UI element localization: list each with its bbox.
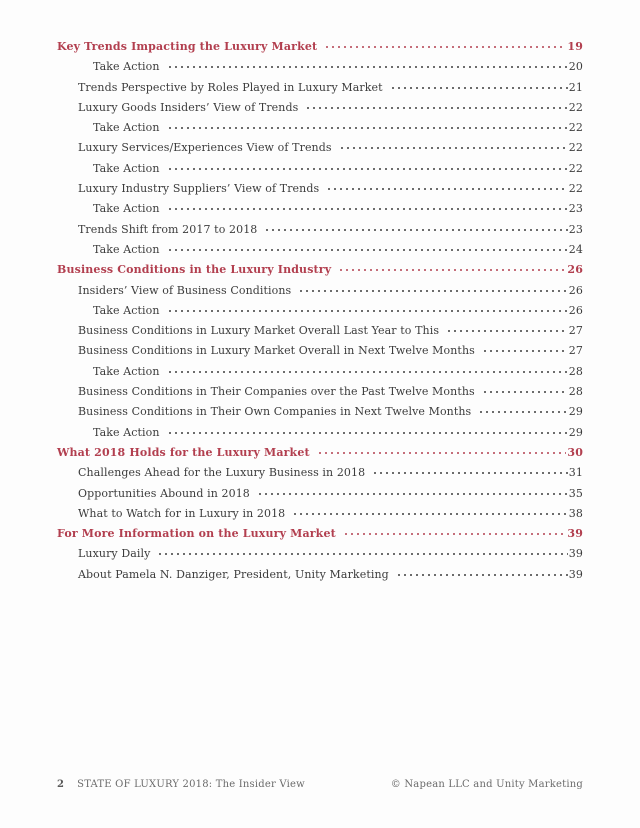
toc-entry-page-number: 39 bbox=[568, 567, 583, 581]
toc-entry bbox=[57, 60, 583, 80]
toc-entry bbox=[57, 507, 583, 527]
leader-dots bbox=[167, 203, 568, 212]
toc-entry-page-number: 38 bbox=[568, 506, 583, 520]
toc-entry-label: Luxury Daily bbox=[78, 547, 151, 561]
toc-entry-label: Business Conditions in the Luxury Industry bbox=[57, 263, 332, 277]
toc-entry-page-number: 19 bbox=[567, 40, 583, 53]
toc-entry-page-number: 22 bbox=[568, 100, 583, 114]
leader-dots bbox=[390, 82, 568, 91]
toc-entry bbox=[57, 426, 583, 446]
toc-entry bbox=[57, 182, 583, 202]
toc-entry-label: For More Information on the Luxury Market bbox=[57, 527, 336, 541]
leader-dots bbox=[167, 163, 568, 172]
toc-entry-label: Luxury Goods Insiders’ View of Trends bbox=[78, 100, 299, 114]
toc-entry-label: Business Conditions in Their Companies over the Past Twelve Months bbox=[78, 385, 475, 399]
toc-entry bbox=[57, 223, 583, 243]
toc-entry bbox=[57, 121, 583, 141]
leader-dots bbox=[372, 467, 568, 476]
toc-entry-page-number: 22 bbox=[568, 141, 583, 155]
toc-entry-page-number: 26 bbox=[568, 303, 583, 317]
footer-copyright: © Napean LLC and Unity Marketing bbox=[390, 779, 583, 790]
toc-entry bbox=[57, 202, 583, 222]
leader-dots bbox=[167, 122, 568, 131]
toc-entry-label: Business Conditions in Their Own Companies in Next Twelve Months bbox=[78, 405, 472, 419]
toc-entry-page-number: 39 bbox=[567, 527, 583, 541]
leader-dots bbox=[446, 325, 568, 334]
toc-entry-label: Take Action bbox=[93, 202, 160, 216]
leader-dots bbox=[482, 386, 568, 395]
toc-entry bbox=[57, 81, 583, 101]
leader-dots bbox=[482, 345, 568, 354]
toc-entry-label: Challenges Ahead for the Luxury Business in 2018 bbox=[78, 466, 366, 480]
footer-report-title: STATE OF LUXURY 2018: The Insider View bbox=[77, 779, 305, 790]
toc-entry-label: What to Watch for in Luxury in 2018 bbox=[78, 506, 286, 520]
toc-entry bbox=[57, 547, 583, 567]
leader-dots bbox=[396, 569, 568, 578]
leader-dots bbox=[292, 508, 568, 517]
leader-dots bbox=[167, 305, 568, 314]
toc-entry-label: Take Action bbox=[93, 242, 160, 256]
toc-entry-label: Business Conditions in Luxury Market Overall in Next Twelve Months bbox=[78, 344, 475, 358]
toc-entry bbox=[57, 304, 583, 324]
toc-entry-page-number: 26 bbox=[568, 283, 583, 297]
toc-entry-label: About Pamela N. Danziger, President, Unity Marketing bbox=[78, 567, 389, 581]
toc-entry-page-number: 31 bbox=[568, 466, 583, 480]
toc-entry bbox=[57, 162, 583, 182]
toc-entry-page-number: 28 bbox=[568, 364, 583, 378]
toc-entry-page-number: 23 bbox=[568, 222, 583, 236]
toc-entry-label: Trends Perspective by Roles Played in Luxury Market bbox=[78, 80, 383, 94]
toc-entry bbox=[57, 284, 583, 304]
toc-entry bbox=[57, 385, 583, 405]
toc-section-heading bbox=[57, 527, 583, 547]
toc-entry bbox=[57, 101, 583, 121]
footer-left bbox=[57, 779, 305, 790]
toc-entry-page-number: 28 bbox=[568, 385, 583, 399]
page-footer bbox=[57, 779, 583, 790]
footer-page-number: 2 bbox=[57, 779, 65, 790]
toc-entry bbox=[57, 487, 583, 507]
toc-entry-page-number: 23 bbox=[568, 202, 583, 216]
toc-entry bbox=[57, 344, 583, 364]
leader-dots bbox=[167, 366, 568, 375]
table-of-contents bbox=[57, 40, 583, 588]
toc-entry-label: Business Conditions in Luxury Market Overall Last Year to This bbox=[78, 324, 440, 338]
toc-entry-label: Take Action bbox=[93, 121, 160, 135]
toc-entry-label: What 2018 Holds for the Luxury Market bbox=[57, 445, 310, 459]
toc-entry-label: Take Action bbox=[93, 303, 160, 317]
toc-entry-label: Insiders’ View of Business Conditions bbox=[78, 283, 292, 297]
leader-dots bbox=[167, 61, 568, 70]
toc-entry-page-number: 35 bbox=[568, 486, 583, 500]
leader-dots bbox=[298, 285, 567, 294]
toc-entry-page-number: 29 bbox=[568, 405, 583, 419]
leader-dots bbox=[305, 102, 567, 111]
toc-entry-label: Luxury Industry Suppliers’ View of Trends bbox=[78, 182, 320, 196]
toc-section-heading bbox=[57, 40, 583, 60]
leader-dots bbox=[343, 528, 567, 537]
leader-dots bbox=[257, 488, 568, 497]
leader-dots bbox=[478, 406, 567, 415]
toc-entry-page-number: 27 bbox=[568, 324, 583, 338]
toc-entry-page-number: 26 bbox=[567, 263, 583, 277]
leader-dots bbox=[317, 447, 567, 456]
toc-entry-label: Take Action bbox=[93, 161, 160, 175]
toc-entry bbox=[57, 405, 583, 425]
leader-dots bbox=[324, 41, 566, 50]
toc-entry-page-number: 20 bbox=[568, 60, 583, 74]
toc-entry-label: Luxury Services/Experiences View of Trends bbox=[78, 141, 332, 155]
toc-entry-label: Opportunities Abound in 2018 bbox=[78, 486, 250, 500]
toc-entry bbox=[57, 324, 583, 344]
toc-section-heading bbox=[57, 263, 583, 283]
toc-entry bbox=[57, 568, 583, 588]
leader-dots bbox=[167, 427, 568, 436]
toc-entry-page-number: 21 bbox=[568, 80, 583, 94]
toc-entry-label: Take Action bbox=[93, 60, 160, 74]
leader-dots bbox=[339, 142, 568, 151]
toc-entry-page-number: 27 bbox=[568, 344, 583, 358]
toc-entry-page-number: 22 bbox=[568, 161, 583, 175]
toc-entry bbox=[57, 141, 583, 161]
leader-dots bbox=[326, 183, 568, 192]
toc-entry-label: Take Action bbox=[93, 425, 160, 439]
leader-dots bbox=[167, 244, 568, 253]
toc-entry-label: Take Action bbox=[93, 364, 160, 378]
toc-entry bbox=[57, 466, 583, 486]
toc-entry-label: Trends Shift from 2017 to 2018 bbox=[78, 222, 258, 236]
leader-dots bbox=[264, 224, 567, 233]
leader-dots bbox=[338, 264, 566, 273]
toc-entry-label: Key Trends Impacting the Luxury Market bbox=[57, 40, 318, 53]
toc-entry-page-number: 22 bbox=[568, 121, 583, 135]
toc-entry bbox=[57, 365, 583, 385]
toc-entry-page-number: 39 bbox=[568, 547, 583, 561]
leader-dots bbox=[157, 548, 567, 557]
toc-entry-page-number: 30 bbox=[567, 445, 583, 459]
toc-entry-page-number: 24 bbox=[568, 242, 583, 256]
toc-section-heading bbox=[57, 446, 583, 466]
toc-entry-page-number: 22 bbox=[568, 182, 583, 196]
toc-entry-page-number: 29 bbox=[568, 425, 583, 439]
toc-entry bbox=[57, 243, 583, 263]
